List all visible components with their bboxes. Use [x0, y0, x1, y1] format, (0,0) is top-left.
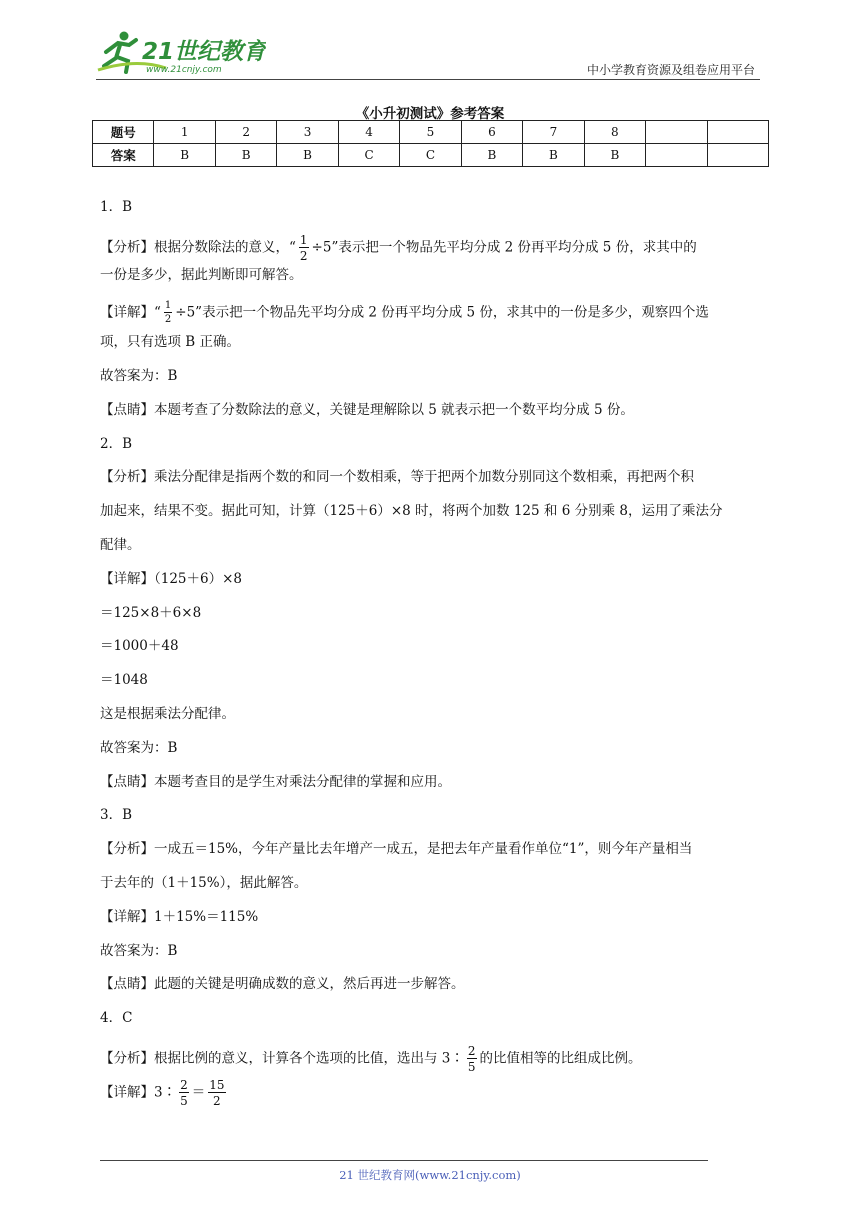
- fraction: [179, 1079, 189, 1107]
- comment-line: 【点睛】本题考查目的是学生对乘法分配律的掌握和应用。: [100, 773, 451, 790]
- solutions-body: [100, 200, 760, 1113]
- table-cell: [707, 121, 768, 144]
- numerator: 15: [209, 1077, 225, 1092]
- table-cell: 7: [523, 121, 584, 144]
- answer-line: 故答案为：B: [100, 739, 178, 756]
- table-cell: B: [523, 144, 584, 167]
- text: 【分析】根据比例的意义，计算各个选项的比值，选出与 3∶: [100, 1050, 464, 1067]
- calc-step: ＝125×8＋6×8: [100, 604, 202, 621]
- logo: [96, 28, 266, 78]
- header-divider: [96, 79, 760, 80]
- platform-tagline: 中小学教育资源及组卷应用平台: [586, 63, 755, 77]
- table-cell: B: [277, 144, 338, 167]
- table-cell: [646, 144, 707, 167]
- footer-divider: [100, 1160, 708, 1161]
- answer-table: [92, 120, 769, 167]
- analysis-line: [100, 234, 760, 268]
- table-cell: B: [461, 144, 522, 167]
- text: 【详解】3∶: [100, 1084, 177, 1101]
- equals-sign: ＝: [191, 1084, 206, 1101]
- answer-line: 故答案为：B: [100, 942, 178, 959]
- denominator: 2: [213, 1093, 221, 1108]
- table-cell: 1: [154, 121, 215, 144]
- denominator: 5: [467, 1059, 476, 1074]
- question-heading: 2．B: [100, 435, 133, 452]
- note-line: 这是根据乘法分配律。: [100, 705, 235, 722]
- answer-row: [93, 144, 769, 167]
- text: ÷5”表示把一个物品先平均分成 2 份再平均分成 5 份，求其中的: [311, 239, 697, 256]
- analysis-line: 加起来，结果不变。据此可知，计算（125＋6）×8 时，将两个加数 125 和 6 分别乘 8，运用了乘法分: [100, 503, 723, 520]
- table-cell: B: [154, 144, 215, 167]
- table-cell: C: [400, 144, 461, 167]
- table-cell: 3: [277, 121, 338, 144]
- fraction: [208, 1079, 225, 1107]
- analysis-line: 于去年的（1＋15%），据此解答。: [100, 874, 308, 891]
- numerator: 2: [180, 1077, 188, 1092]
- table-cell: B: [215, 144, 276, 167]
- table-cell: 4: [338, 121, 399, 144]
- table-cell: 2: [215, 121, 276, 144]
- analysis-line: 配律。: [100, 536, 141, 553]
- footer-text: 21 世纪教育网(www.21cnjy.com): [339, 1168, 521, 1182]
- calc-step: ＝1048: [100, 672, 148, 689]
- question-heading: 4．C: [100, 1010, 133, 1027]
- fraction: [467, 1045, 477, 1073]
- numerator: 1: [299, 232, 308, 247]
- analysis-line: [100, 1045, 760, 1079]
- table-cell: 8: [584, 121, 645, 144]
- denominator: 2: [164, 314, 172, 326]
- fraction: [299, 234, 309, 262]
- text: ÷5”表示把一个物品先平均分成 2 份再平均分成 5 份，求其中的一份是多少，观察四个选: [175, 304, 709, 321]
- table-cell: [707, 144, 768, 167]
- analysis-line: 【分析】一成五＝15%，今年产量比去年增产一成五，是把去年产量看作单位“1”，则今年产量相当: [100, 841, 693, 858]
- row-header-number: 题号: [93, 121, 154, 144]
- number-row: [93, 121, 769, 144]
- question-heading: 1．B: [100, 199, 133, 215]
- table-cell: 6: [461, 121, 522, 144]
- analysis-line: 【分析】乘法分配律是指两个数的和同一个数相乘，等于把两个加数分别同这个数相乘，再把两个积: [100, 469, 694, 486]
- table-cell: 5: [400, 121, 461, 144]
- detail-line: 【详解】（125＋6）×8: [100, 570, 243, 587]
- detail-line: 【详解】1＋15%＝115%: [100, 908, 259, 925]
- analysis-line: 一份是多少，据此判断即可解答。: [100, 266, 303, 283]
- text: 【分析】根据分数除法的意义，“: [100, 239, 296, 256]
- detail-line: 项，只有选项 B 正确。: [100, 334, 241, 351]
- comment-line: 【点睛】本题考查了分数除法的意义，关键是理解除以 5 就表示把一个数平均分成 5 份。: [100, 401, 634, 418]
- document-title: 《小升初测试》参考答案: [355, 106, 505, 122]
- table-cell: [646, 121, 707, 144]
- svg-text:www.21cnjy.com: www.21cnjy.com: [146, 65, 222, 75]
- comment-line: 【点睛】此题的关键是明确成数的意义，然后再进一步解答。: [100, 976, 465, 993]
- question-heading: 3．B: [100, 807, 133, 824]
- text: 【详解】“: [100, 304, 161, 321]
- text: 的比值相等的比组成比例。: [479, 1050, 642, 1067]
- detail-line: [100, 1079, 760, 1113]
- answer-line: 故答案为：B: [100, 367, 178, 384]
- calc-step: ＝1000＋48: [100, 638, 179, 655]
- detail-line: [100, 301, 760, 335]
- denominator: 2: [299, 248, 308, 263]
- fraction: [164, 301, 172, 325]
- numerator: 2: [467, 1043, 476, 1058]
- svg-text:21世纪教育: 21世纪教育: [142, 39, 266, 65]
- numerator: 1: [164, 300, 172, 312]
- table-cell: B: [584, 144, 645, 167]
- table-cell: C: [338, 144, 399, 167]
- denominator: 5: [180, 1093, 188, 1108]
- row-header-answer: 答案: [93, 144, 154, 167]
